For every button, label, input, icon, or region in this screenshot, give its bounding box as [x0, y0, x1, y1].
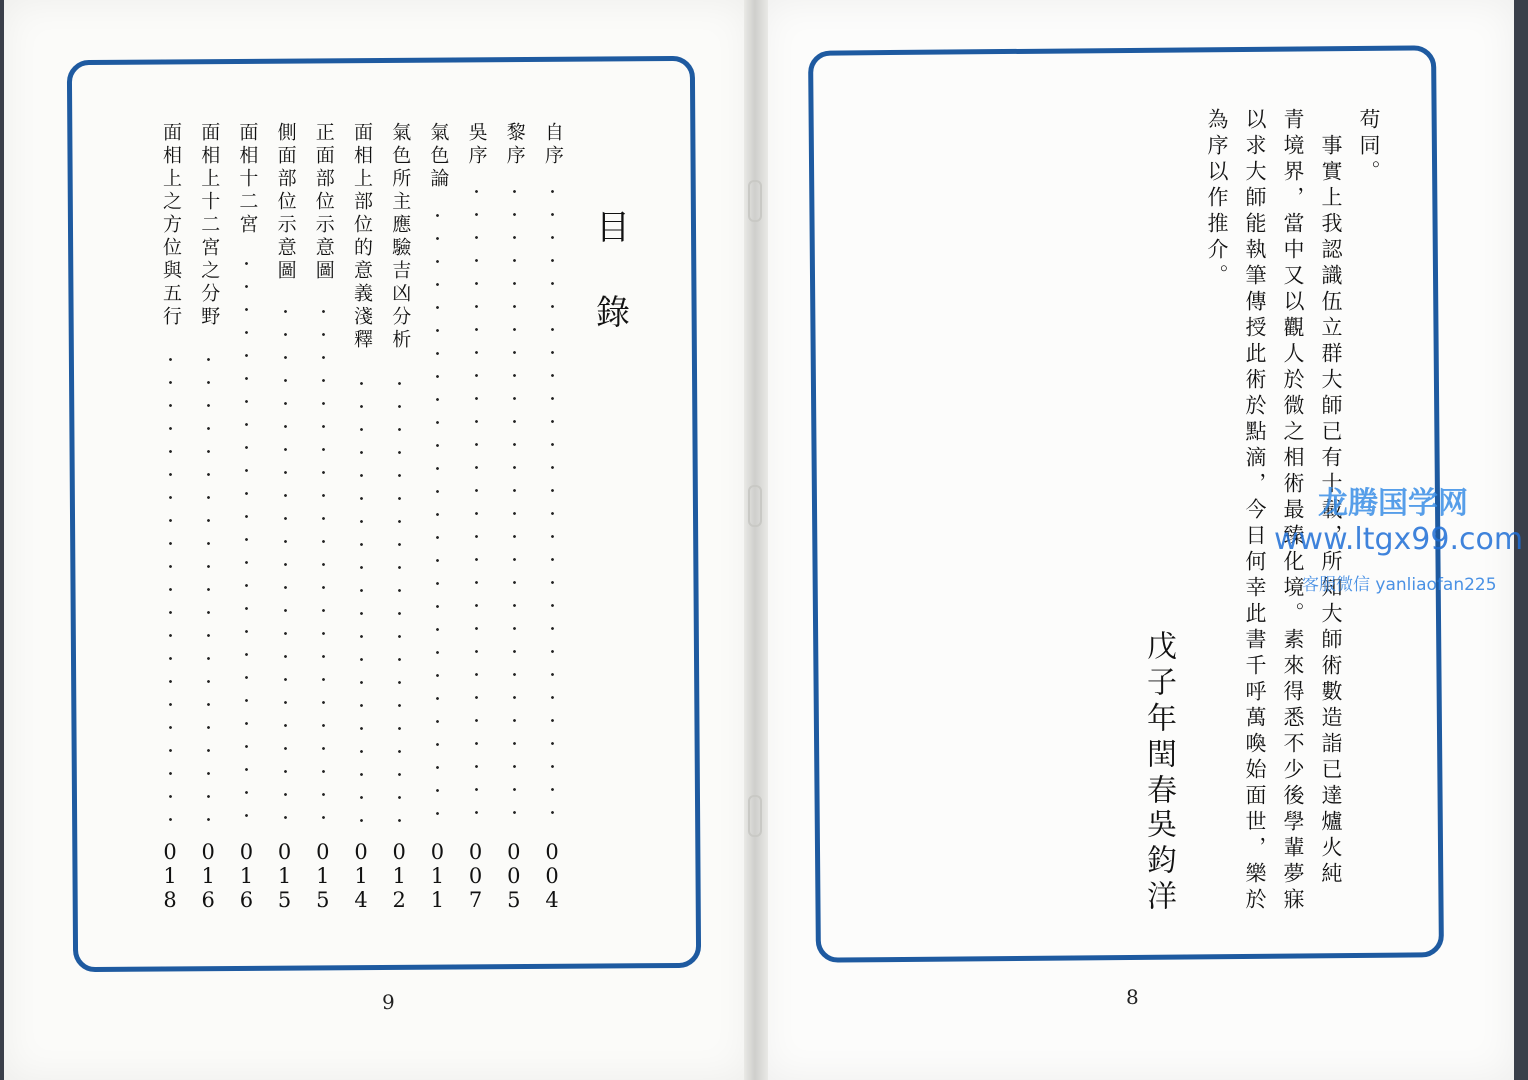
- toc-entry-title: 自序: [542, 122, 564, 168]
- toc-leader-dots: [551, 180, 554, 832]
- book-gutter: [744, 0, 768, 1080]
- toc-entry-page: 004: [540, 840, 564, 912]
- toc-entry-title: 氣色論: [427, 122, 450, 191]
- toc-entry-page: 007: [463, 840, 488, 912]
- toc-entry-title: 正面部位示意圖: [312, 122, 335, 283]
- toc-entry: [540, 122, 566, 912]
- toc-entry-page: 005: [501, 840, 526, 912]
- text-column: 事實上我認識伍立群大師已有十載，所知大師術數造詣已達爐火純: [1319, 108, 1343, 888]
- toc-entry: [311, 122, 337, 912]
- toc-entry-page: 018: [158, 840, 182, 912]
- binding-stitch: [748, 485, 762, 527]
- toc-leader-dots: [284, 300, 287, 832]
- toc-entry-page: 015: [310, 840, 335, 912]
- toc-entry-page: 011: [425, 840, 450, 912]
- toc-entry: [234, 122, 260, 912]
- toc-entry-page: 014: [349, 840, 373, 912]
- toc-entry-title: 吳序: [465, 122, 488, 168]
- signature-name: 吳鈞洋: [1141, 808, 1176, 916]
- toc-entry-page: 012: [387, 840, 412, 912]
- toc-leader-dots: [245, 252, 248, 832]
- toc-heading-char: 目: [596, 208, 630, 248]
- toc-entry-page: 015: [272, 840, 297, 912]
- toc-leader-dots: [207, 348, 210, 832]
- toc-leader-dots: [322, 300, 325, 832]
- text-column: 苟同。: [1357, 108, 1381, 186]
- toc-leader-dots: [475, 180, 478, 832]
- toc-entry-page: 016: [234, 840, 259, 912]
- toc-entry: [502, 122, 528, 912]
- toc-entry-title: 黎序: [503, 122, 526, 168]
- text-column: 青境界，當中又以觀人於微之相術最臻化境。素來得悉不少後學輩夢寐: [1281, 108, 1305, 914]
- toc-heading-char: 錄: [596, 293, 630, 333]
- toc-entry-page: 016: [196, 840, 221, 912]
- text-column: 為序以作推介。: [1205, 108, 1229, 290]
- page-number-left: 9: [382, 990, 395, 1014]
- toc-entry: [425, 122, 451, 912]
- toc-entry: [196, 122, 222, 912]
- toc-entry-title: 面相十二宮: [236, 122, 259, 237]
- toc-entry-title: 側面部位示意圖: [274, 122, 297, 283]
- toc-entry: [158, 122, 184, 912]
- toc-leader-dots: [436, 204, 439, 832]
- toc-entry-title: 氣色所主應驗吉凶分析: [389, 122, 412, 352]
- text-column: 以求大師能執筆傳授此術於點滴，今日何幸此書千呼萬喚始面世，樂於: [1243, 108, 1267, 914]
- toc-entry-title: 面相上之方位與五行: [160, 122, 182, 329]
- binding-stitch: [748, 795, 762, 837]
- toc-entry: [273, 122, 299, 912]
- binding-stitch: [748, 180, 762, 222]
- toc-entry-title: 面相上十二宮之分野: [198, 122, 221, 329]
- watermark-url: www.ltgx99.com: [1274, 522, 1524, 557]
- toc-entry-title: 面相上部位的意義淺釋: [351, 122, 373, 352]
- toc-entry: [387, 122, 413, 912]
- signature-date: 戊子年閏春: [1141, 630, 1176, 810]
- toc-entry: [464, 122, 490, 912]
- watermark-contact: 客服微信 yanliaofan225: [1302, 575, 1497, 595]
- toc-leader-dots: [360, 372, 363, 832]
- toc-leader-dots: [513, 180, 516, 832]
- toc-entry: [349, 122, 375, 912]
- watermark-title: 龙腾国学网: [1318, 486, 1468, 521]
- page-number-right: 8: [1126, 985, 1139, 1009]
- toc-leader-dots: [169, 348, 172, 832]
- toc-leader-dots: [398, 372, 401, 832]
